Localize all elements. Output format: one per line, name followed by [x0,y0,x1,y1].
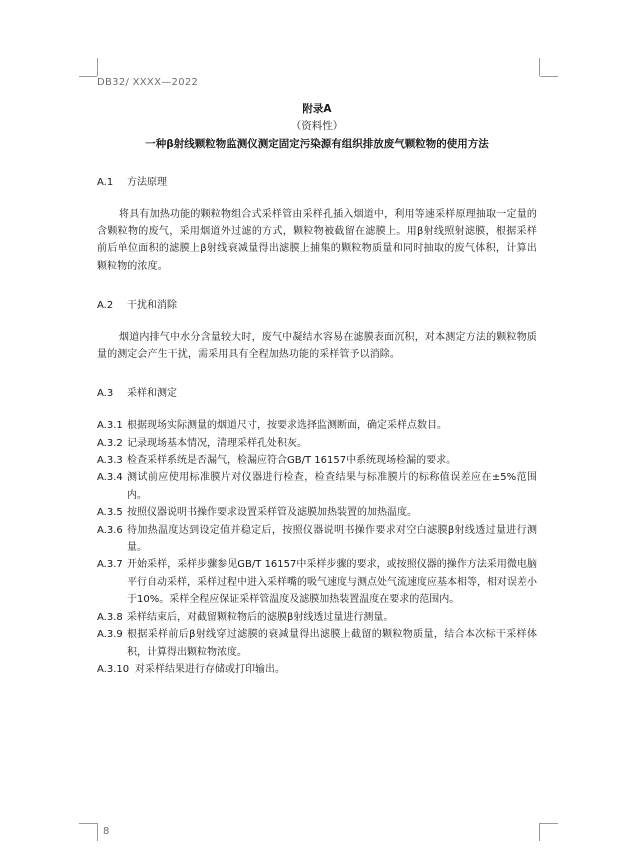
clause-number: A.3.6 [97,524,123,536]
clause-item [97,626,537,661]
section-number: A.2 [97,299,114,311]
crop-mark-bottom-left-h [79,823,97,824]
section-heading [97,176,537,190]
clause-number: A.3.7 [97,559,123,571]
clause-item [97,609,537,626]
crop-mark-top-left [97,58,98,76]
clause-item [97,469,537,504]
clause-text: 按照仪器说明书操作要求设置采样管及滤膜加热装置的加热温度。 [127,507,417,519]
clause-number: A.3.4 [97,472,123,484]
crop-mark-bottom-right [539,823,540,841]
crop-mark-top-right-h [540,76,558,77]
clause-number: A.3.2 [97,437,123,449]
clause-number: A.3.5 [97,507,123,519]
clause-item [97,452,537,469]
section-title: 采样和测定 [127,388,177,400]
clause-text: 测试前应使用标准膜片对仪器进行检查，检查结果与标准膜片的标称值误差应在±5%范围内。 [127,472,537,501]
clause-item [97,417,537,434]
section-heading [97,387,537,401]
section-title: 干扰和消除 [127,299,177,311]
appendix-subtitle: （资料性） [290,120,344,132]
crop-mark-top-right [539,58,540,76]
clause-item [97,522,537,557]
crop-mark-bottom-left [97,823,98,841]
clause-text: 根据现场实际测量的烟道尺寸，按要求选择监测断面，确定采样点数目。 [127,420,447,432]
clause-item [97,504,537,521]
appendix-heading: 一种β射线颗粒物监测仪测定固定污染源有组织排放废气颗粒物的使用方法 [145,138,489,150]
clause-item [97,556,537,608]
clause-text: 根据采样前后β射线穿过滤膜的衰减量得出滤膜上截留的颗粒物质量，结合本次标干采样体积，计算得出颗粒物浓度。 [127,629,537,658]
clause-number: A.3.9 [97,629,123,641]
crop-mark-top-left-h [79,76,97,77]
crop-mark-bottom-right-h [540,823,558,824]
section-number: A.3 [97,388,114,400]
clause-number: A.3.8 [97,611,123,623]
clause-text: 待加热温度达到设定值并稳定后，按照仪器说明书操作要求对空白滤膜β射线透过量进行测量。 [127,524,537,554]
section-paragraph: 烟道内排气中水分含量较大时，废气中凝结水容易在滤膜表面沉积，对本测定方法的颗粒物质量的测定会产生干扰，需采用具有全程加热功能的采样管予以消除。 [97,331,537,361]
clause-text: 采样结束后，对截留颗粒物后的滤膜β射线透过量进行测量。 [127,611,394,623]
section-number: A.1 [97,177,114,188]
section-paragraph: 将具有加热功能的颗粒物组合式采样管由采样孔插入烟道中，利用等速采样原理抽取一定量的含颗粒物的废气，采用烟道外过滤的方式，颗粒物被截留在滤膜上。用β射线照射滤膜，根据采样前后单位面积的滤膜上β射线衰减量得出滤膜上捕集的颗粒物质量和同时抽取的废气体积，计算出颗粒物的浓度。 [97,209,537,272]
clause-item [97,661,537,678]
section-heading [97,299,537,313]
page-number: 8 [103,826,110,837]
clause-text: 对采样结果进行存储或打印输出。 [135,663,285,675]
clause-text: 开始采样，采样步骤参见GB/T 16157中采样步骤的要求，或按照仪器的操作方法采用微电脑平行自动采样，采样过程中进入采样嘴的吸气速度与测点处气流速度应基本相等，相对误差小于10%。采样全程应保证采样管温度及滤膜加热装置温度在要求的范围内。 [127,559,537,606]
page-content [97,102,537,678]
clause-text: 记录现场基本情况，清理采样孔处积灰。 [127,437,307,449]
clause-number: A.3.3 [97,455,123,467]
section-title: 方法原理 [127,177,167,188]
clause-text: 检查采样系统是否漏气，检漏应符合GB/T 16157中系统现场检漏的要求。 [127,455,457,467]
clause-list [97,417,537,678]
appendix-title: 附录A [302,103,332,115]
clause-item [97,435,537,452]
document-code: DB32/ XXXX—2022 [97,77,199,88]
clause-number: A.3.10 [97,663,130,675]
clause-number: A.3.1 [97,420,123,432]
